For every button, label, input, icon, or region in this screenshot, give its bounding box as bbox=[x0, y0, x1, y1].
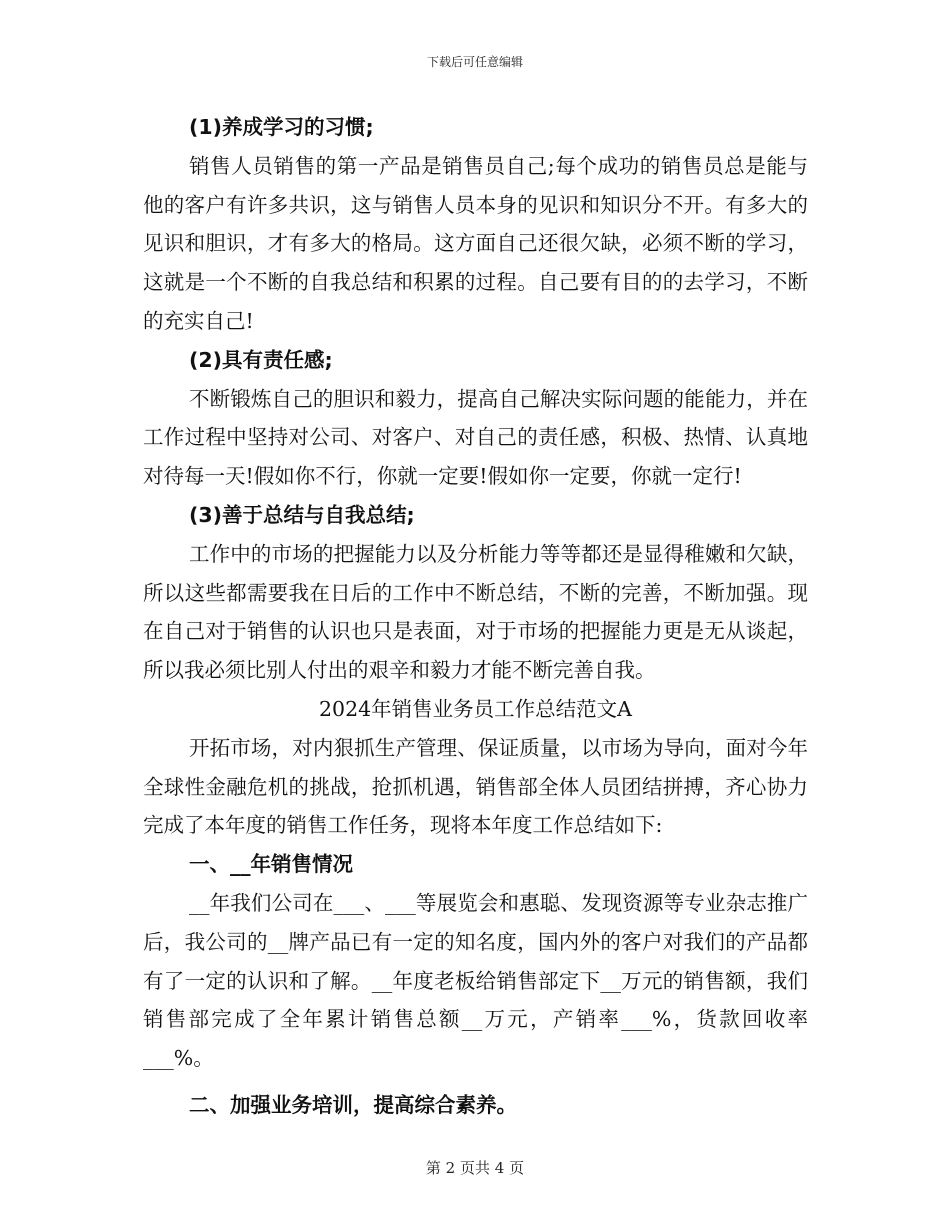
section-heading: (1)养成学习的习惯; bbox=[189, 115, 374, 139]
section-heading: 一、__年销售情况 bbox=[189, 852, 353, 877]
spacer bbox=[143, 1078, 808, 1086]
paragraph: 工作中的市场的把握能力以及分析能力等等都还是显得稚嫩和欠缺，所以这些都需要我在日后的工作中不断总结，不断的完善，不断加强。现在自己对于销售的认识也只是表面，对于市场的把握能力更是无从谈起，所以我必须比别人付出的艰辛和毅力才能不断完善自我。 bbox=[143, 541, 808, 683]
paragraph: 销售人员销售的第一产品是销售员自己;每个成功的销售员总是能与他的客户有许多共识，这与销售人员本身的见识和知识分不开。有多大的见识和胆识，才有多大的格局。这方面自己还很欠缺，必须不断的学习，这就是一个不断的自我总结和积累的过程。自己要有目的的去学习，不断的充实自己! bbox=[143, 153, 808, 333]
paragraph: 开拓市场，对内狠抓生产管理、保证质量，以市场为导向，面对今年全球性金融危机的挑战，抢抓机遇，销售部全体人员团结拼搏，齐心协力完成了本年度的销售工作任务，现将本年度工作总结如下: bbox=[143, 735, 808, 838]
page-footer: 第 2 页共 4 页 bbox=[425, 1159, 525, 1177]
section-heading: 二、加强业务培训，提高综合素养。 bbox=[189, 1092, 517, 1117]
paragraph: 不断锻炼自己的胆识和毅力，提高自己解决实际问题的能能力，并在工作过程中坚持对公司、对客户、对自己的责任感，积极、热情、认真地对待每一天!假如你不行，你就一定要!假如你一定要，你就一定行! bbox=[143, 386, 808, 489]
document-title: 2024年销售业务员工作总结范文A bbox=[319, 696, 632, 721]
paragraph: __年我们公司在___、___等展览会和惠聪、发现资源等专业杂志推广后，我公司的__牌产品已有一定的知名度，国内外的客户对我们的产品都有了一定的认识和了解。__年度老板给销售部定下__万元的销售额，我们销售部完成了全年累计销售总额__万元，产销率___%，货款回收率___%。 bbox=[143, 890, 808, 1071]
section-heading: (2)具有责任感; bbox=[189, 347, 333, 372]
section-heading: (3)善于总结与自我总结; bbox=[189, 502, 415, 527]
page-header: 下载后可任意编辑 bbox=[426, 55, 523, 69]
document-body bbox=[143, 108, 808, 1125]
